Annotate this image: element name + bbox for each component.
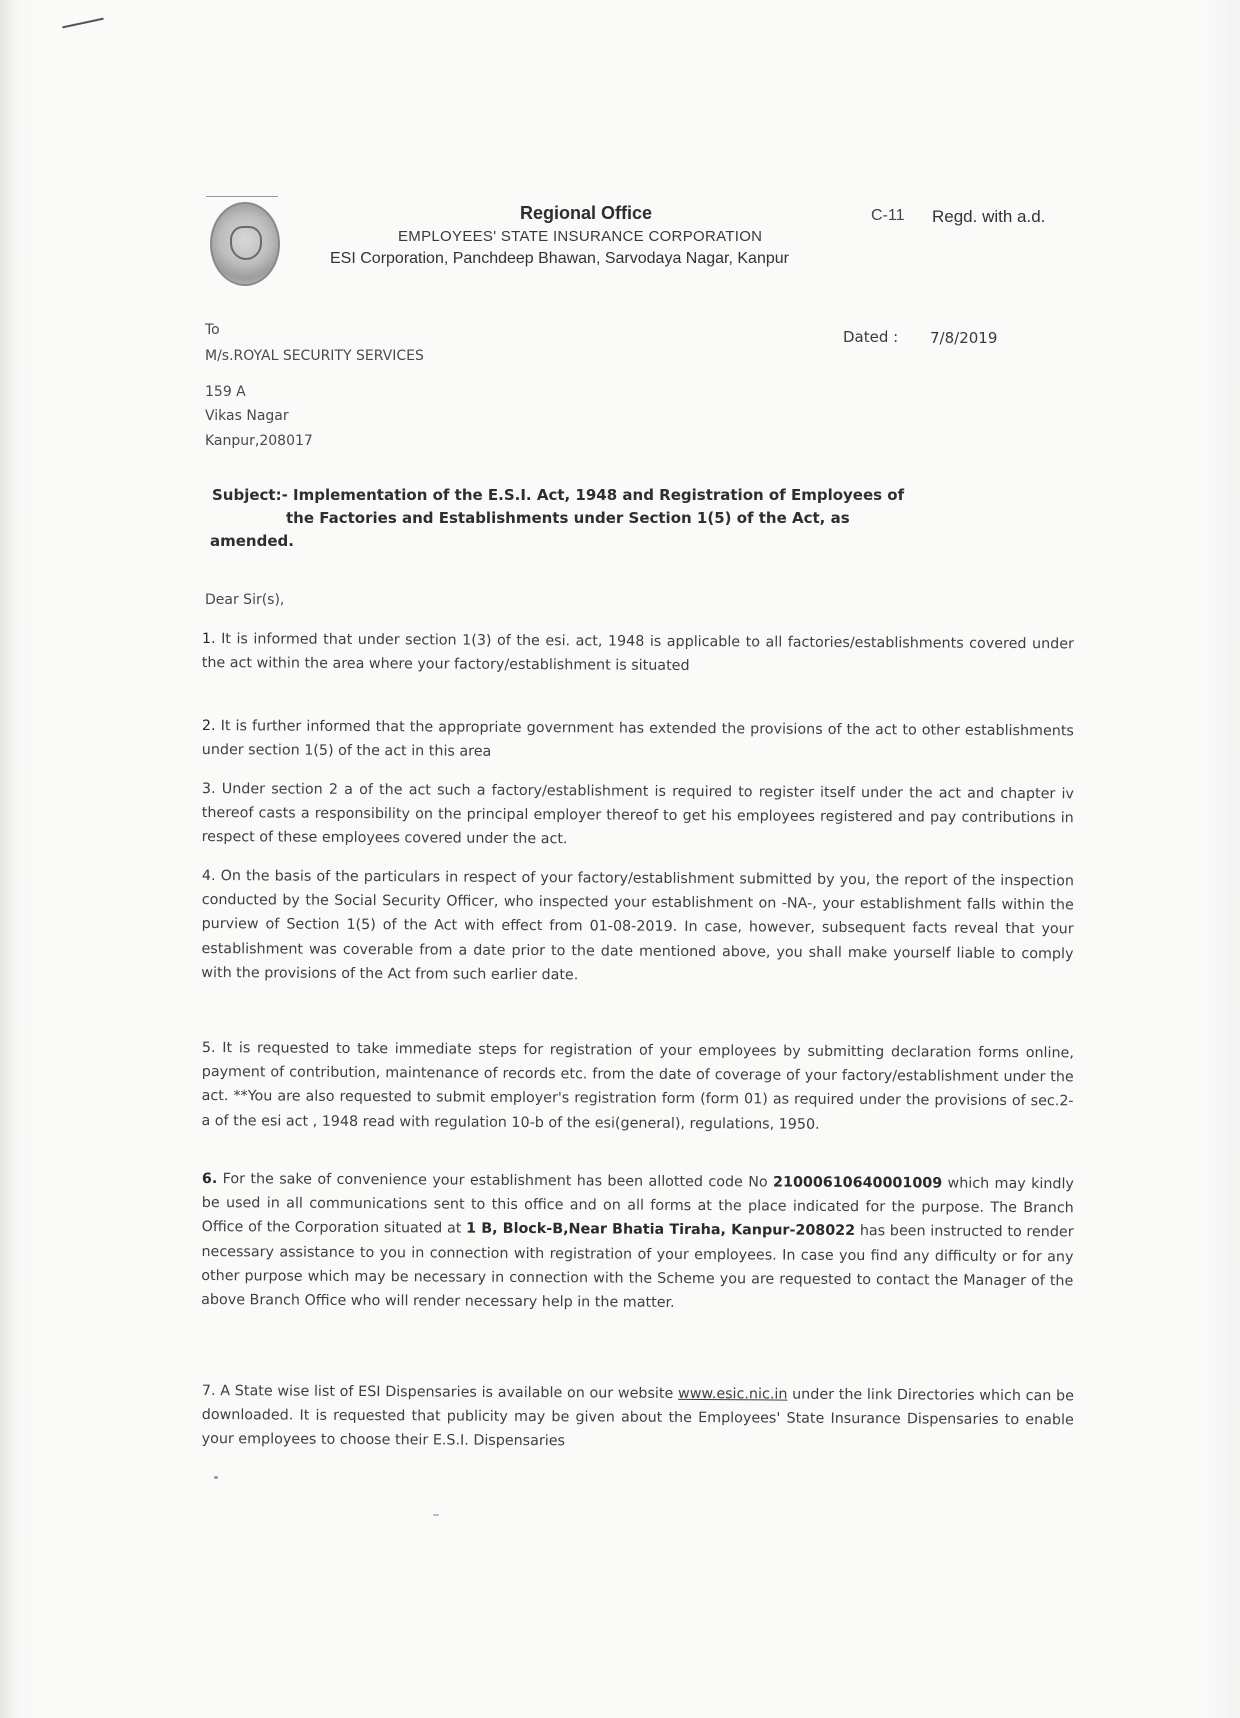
date-label: Dated :: [843, 328, 899, 346]
scan-mark: [62, 18, 103, 29]
paragraph-number: 1.: [201, 630, 216, 648]
employer-code: 21000610640001009: [773, 1174, 943, 1192]
paragraph-text: It is requested to take immediate steps for registration of your employees by submitting declaration forms online, payment of contribution, maintenance of records etc. from the date of coverage of your factory/establishment under the act. **You are also requested to submit employer's registration form (form 01) as required under the provisions of sec.2-a of the esi act , 1948 read with regulation 10-b of the esi(general), regulations, 1950.: [201, 1040, 1074, 1133]
paragraph-text: which may kindly be used in all communications sent to this office and on all forms at the place indicated for the purpose. The Branch Office of the Corporation situated at: [201, 1175, 1074, 1237]
dispatch-mode: Regd. with a.d.: [932, 207, 1046, 226]
subject-line: amended.: [210, 532, 294, 550]
paragraph-text: has been instructed to render necessary assistance to you in connection with registration of your employees. In case you find any difficulty or for any other purpose which may be necessary in connection with the Scheme you are requested to contact the Manager of the above Branch Office who will render necessary help in the matter.: [201, 1223, 1074, 1311]
subject-line: the Factories and Establishments under Section 1(5) of the Act, as: [286, 509, 850, 527]
corporation-name: EMPLOYEES' STATE INSURANCE CORPORATION: [398, 228, 763, 245]
scan-speck: [433, 1514, 439, 1516]
paragraph-7: [202, 1379, 1074, 1457]
to-label: To: [205, 322, 220, 338]
paragraph-2: [202, 714, 1074, 768]
branch-office-address: 1 B, Block-B,Near Bhatia Tiraha, Kanpur-208022: [466, 1221, 856, 1240]
paragraph-4: [201, 864, 1074, 990]
office-address: ESI Corporation, Panchdeep Bhawan, Sarvodaya Nagar, Kanpur: [330, 250, 789, 267]
paragraph-number: 7.: [201, 1382, 216, 1400]
subject-block: [212, 484, 942, 553]
office-title: Regional Office: [520, 203, 653, 223]
paragraph-text: It is further informed that the appropriate government has extended the provisions of the act to other establishments under section 1(5) of the act in this area: [201, 718, 1074, 760]
form-code: C-11: [871, 207, 905, 224]
paragraph-number: 2.: [201, 717, 216, 735]
paragraph-number: 6.: [201, 1170, 218, 1188]
recipient-address-line: 159 A: [205, 384, 246, 400]
paragraph-text: It is informed that under section 1(3) of the esi. act, 1948 is applicable to all factories/establishments covered under the act within the area where your factory/establishment is situated: [201, 631, 1074, 675]
paragraph-6: [201, 1167, 1074, 1318]
scan-speck: [214, 1476, 218, 1479]
paragraph-text: On the basis of the particulars in respect of your factory/establishment submitted by you, the report of the inspection conducted by the Social Security Officer, who inspected your establishment on -NA-, your establishment falls within the purview of Section 1(5) of the Act with effect from 01-08-2019. In case, however, subsequent facts reveal that your establishment was coverable from a date prior to the date mentioned above, you shall make yourself liable to comply with the provisions of the Act from such earlier date.: [201, 868, 1074, 984]
recipient-address-line: Kanpur,208017: [205, 433, 313, 449]
paragraph-text: Under section 2 a of the act such a factory/establishment is required to register itself under the act and chapter iv thereof casts a responsibility on the principal employer thereof to get his employees registered and pay contributions in respect of these employees covered under the act.: [201, 781, 1074, 848]
paragraph-number: 5.: [201, 1039, 216, 1057]
paragraph-text: A State wise list of ESI Dispensaries is available on our website: [220, 1383, 674, 1402]
salutation: Dear Sir(s),: [205, 592, 285, 608]
paragraph-text: For the sake of convenience your establishment has been allotted code No: [222, 1171, 768, 1191]
website-link[interactable]: www.esic.nic.in: [677, 1385, 788, 1403]
paragraph-3: [202, 777, 1074, 855]
paragraph-number: 4.: [201, 867, 216, 885]
subject-line: Subject:- Implementation of the E.S.I. Act, 1948 and Registration of Employees of: [212, 486, 905, 504]
paragraph-1: [202, 627, 1074, 681]
esic-emblem-seal: [210, 202, 280, 286]
paragraph-number: 3.: [201, 780, 216, 798]
paragraph-text: under the link Directories which can be downloaded. It is requested that publicity may be given about the Employees' State Insurance Dispensaries to enable your employees to choose their E.S.I. Dispensaries: [201, 1386, 1074, 1450]
date-value: 7/8/2019: [930, 329, 998, 347]
recipient-address-line: Vikas Nagar: [205, 408, 289, 424]
recipient-name: M/s.ROYAL SECURITY SERVICES: [205, 348, 424, 364]
paragraph-5: [201, 1036, 1074, 1138]
seal-rule: [206, 196, 278, 197]
